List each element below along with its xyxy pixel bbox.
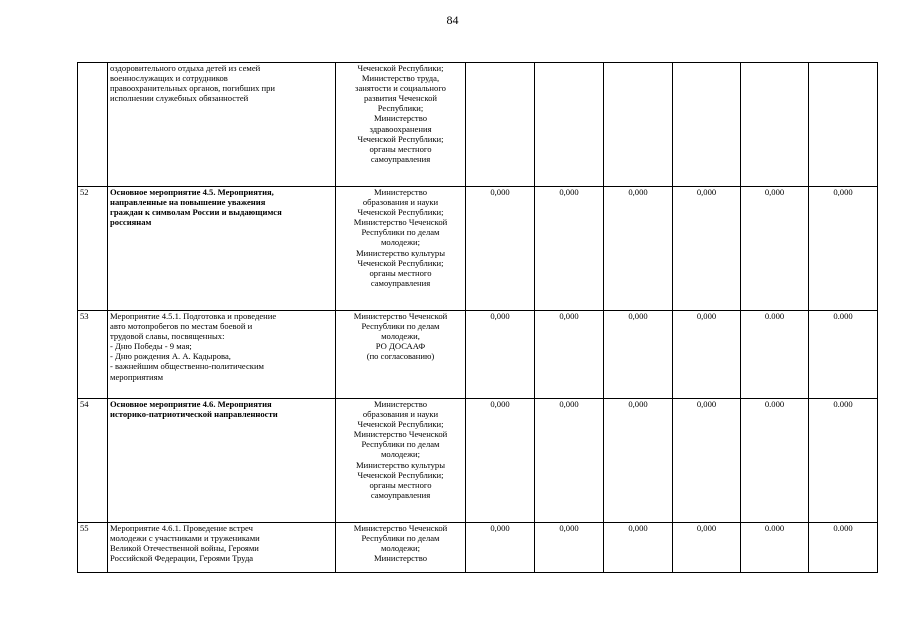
table-row xyxy=(78,311,878,399)
value-cell xyxy=(673,63,741,187)
table-row xyxy=(78,187,878,311)
executor-line: Министерство Чеченской xyxy=(353,217,448,228)
executor-cell xyxy=(336,399,466,523)
description-line: авто мотопробегов по местам боевой и xyxy=(110,321,253,332)
executor-line: Республики; xyxy=(377,103,424,114)
value-cell: 0,000 xyxy=(535,311,604,399)
executor-cell xyxy=(336,187,466,311)
value-cell: 0.000 xyxy=(809,523,878,573)
table-row xyxy=(78,63,878,187)
executor-line: Министерство культуры xyxy=(356,459,445,470)
value-cell: 0,000 xyxy=(604,311,673,399)
value-cell: 0,000 xyxy=(604,187,673,311)
description-line: граждан к символам России и выдающимся xyxy=(110,207,282,218)
value-cell xyxy=(809,63,878,187)
value-cell: 0,000 xyxy=(673,187,741,311)
program-table xyxy=(77,62,878,573)
value-cell: 0,000 xyxy=(466,311,535,399)
executor-line: Чеченской Республики; xyxy=(357,419,444,430)
activity-description xyxy=(108,311,336,399)
executor-line: развития Чеченской xyxy=(364,93,437,104)
table-body xyxy=(78,63,878,573)
value-cell: 0,000 xyxy=(466,399,535,523)
value-cell: 0,000 xyxy=(741,187,809,311)
description-line: исполнении служебных обязанностей xyxy=(110,93,249,104)
executor-line: молодежи; xyxy=(380,237,421,248)
executor-line: образования и науки xyxy=(362,409,439,420)
executor-line: Чеченской Республики; xyxy=(357,469,444,480)
description-line: - Дню рождения А. А. Кадырова, xyxy=(110,351,231,362)
value-cell: 0.000 xyxy=(741,399,809,523)
executor-line: здравоохранения xyxy=(369,123,432,134)
row-number: 52 xyxy=(78,187,108,311)
executor-line: Республики по делам xyxy=(361,533,440,544)
value-cell: 0,000 xyxy=(809,187,878,311)
description-line: мероприятиям xyxy=(110,371,164,382)
executor-line: самоуправления xyxy=(370,277,431,288)
executor-line: Министерство Чеченской xyxy=(353,429,448,440)
description-line: Российской Федерации, Героями Труда xyxy=(110,553,254,564)
description-line: россиянам xyxy=(110,217,152,228)
value-cell xyxy=(604,63,673,187)
description-line: Великой Отечественной войны, Героями xyxy=(110,543,259,554)
activity-description xyxy=(108,187,336,311)
description-line: молодежи с участниками и тружениками xyxy=(110,533,260,544)
description-line: правоохранительных органов, погибших при xyxy=(110,83,276,94)
page-number: 84 xyxy=(446,13,459,27)
executor-line: Чеченской Республики; xyxy=(357,133,444,144)
description-line: Мероприятие 4.5.1. Подготовка и проведение xyxy=(110,311,277,321)
row-number xyxy=(78,63,108,187)
value-cell xyxy=(741,63,809,187)
executor-line: молодежи, xyxy=(381,331,420,342)
description-line: историко-патриотической направленности xyxy=(110,409,278,420)
executor-line: (по согласованию) xyxy=(366,351,435,362)
description-line: - важнейшим общественно-политическим xyxy=(110,361,264,372)
description-line: направленные на повышение уважения xyxy=(110,197,266,208)
row-number: 54 xyxy=(78,399,108,523)
executor-line: молодежи; xyxy=(380,543,421,554)
value-cell: 0.000 xyxy=(741,523,809,573)
row-number: 55 xyxy=(78,523,108,573)
activity-description xyxy=(108,523,336,573)
value-cell: 0,000 xyxy=(535,187,604,311)
executor-line: Чеченской Республики; xyxy=(357,63,444,73)
executor-line: Республики по делам xyxy=(361,439,440,450)
description-line: - Дню Победы - 9 мая; xyxy=(110,341,192,352)
executor-line: занятости и социального xyxy=(355,83,446,94)
executor-cell xyxy=(336,311,466,399)
description-line: Основное мероприятие 4.5. Мероприятия, xyxy=(110,187,274,197)
executor-line: самоуправления xyxy=(370,489,431,500)
table-row xyxy=(78,523,878,573)
executor-line: Республики по делам xyxy=(361,227,440,238)
description-line: военнослужащих и сотрудников xyxy=(110,73,228,84)
executor-line: Чеченской Республики; xyxy=(357,257,444,268)
executor-line: Министерство Чеченской xyxy=(353,311,448,321)
executor-line: Министерство xyxy=(374,399,427,409)
description-line: Основное мероприятие 4.6. Мероприятия xyxy=(110,399,272,409)
executor-line: Министерство Чеченской xyxy=(353,523,448,533)
value-cell: 0.000 xyxy=(809,399,878,523)
executor-line: органы местного xyxy=(369,143,432,154)
executor-line: образования и науки xyxy=(362,197,439,208)
description-line: оздоровительного отдыха детей из семей xyxy=(110,63,261,73)
value-cell: 0,000 xyxy=(673,523,741,573)
value-cell xyxy=(535,63,604,187)
row-number: 53 xyxy=(78,311,108,399)
executor-line: органы местного xyxy=(369,267,432,278)
activity-description xyxy=(108,399,336,523)
value-cell: 0.000 xyxy=(809,311,878,399)
executor-line: РО ДОСААФ xyxy=(375,341,426,352)
executor-cell xyxy=(336,63,466,187)
executor-cell xyxy=(336,523,466,573)
value-cell: 0,000 xyxy=(535,523,604,573)
executor-line: Министерство xyxy=(374,187,427,197)
value-cell: 0,000 xyxy=(604,399,673,523)
executor-line: органы местного xyxy=(369,479,432,490)
value-cell: 0,000 xyxy=(466,523,535,573)
value-cell: 0,000 xyxy=(673,399,741,523)
table-row xyxy=(78,399,878,523)
executor-line: Министерство труда, xyxy=(361,73,440,84)
activity-description xyxy=(108,63,336,187)
description-line: Мероприятие 4.6.1. Проведение встреч xyxy=(110,523,253,533)
description-line: трудовой славы, посвященных: xyxy=(110,331,225,342)
executor-line: Министерство культуры xyxy=(356,247,445,258)
executor-line: Министерство xyxy=(374,113,427,124)
executor-line: самоуправления xyxy=(370,153,431,164)
executor-line: Министерство xyxy=(374,553,427,564)
value-cell xyxy=(466,63,535,187)
executor-line: Республики по делам xyxy=(361,321,440,332)
value-cell: 0,000 xyxy=(673,311,741,399)
value-cell: 0,000 xyxy=(535,399,604,523)
value-cell: 0,000 xyxy=(466,187,535,311)
executor-line: молодежи; xyxy=(380,449,421,460)
executor-line: Чеченской Республики; xyxy=(357,207,444,218)
value-cell: 0,000 xyxy=(604,523,673,573)
value-cell: 0.000 xyxy=(741,311,809,399)
